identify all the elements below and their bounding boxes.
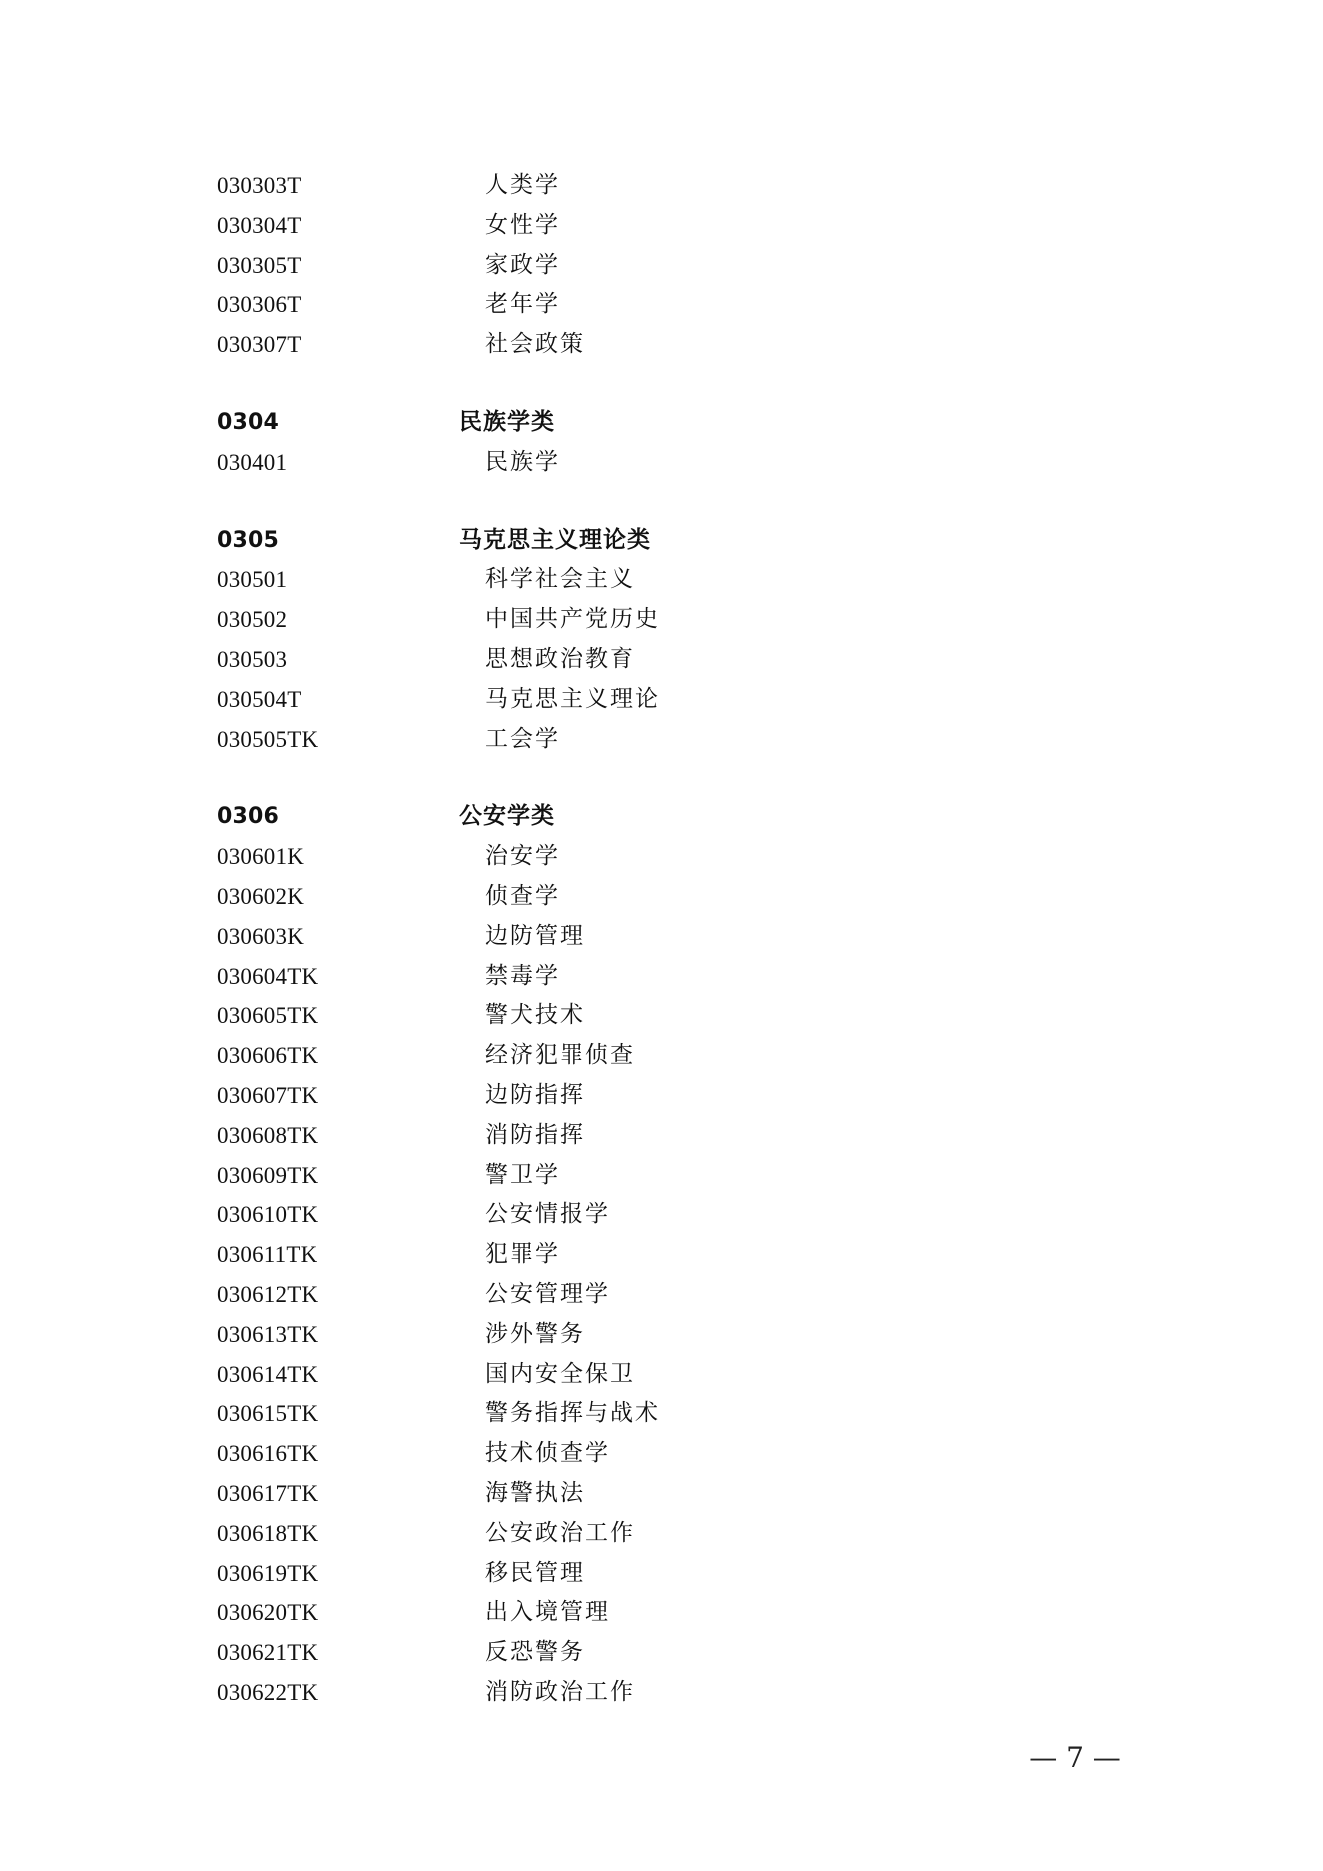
major-code: 030501 bbox=[217, 567, 288, 593]
major-name: 消防指挥 bbox=[485, 1121, 585, 1148]
major-code: 030617TK bbox=[217, 1480, 319, 1506]
catalog-section bbox=[0, 166, 1323, 365]
major-name: 侦查学 bbox=[485, 882, 560, 909]
major-name: 海警执法 bbox=[485, 1479, 585, 1506]
major-row bbox=[0, 1673, 1323, 1713]
major-code: 030614TK bbox=[217, 1361, 319, 1387]
catalog-section bbox=[0, 797, 1323, 1712]
major-row bbox=[0, 206, 1323, 246]
major-name: 中国共产党历史 bbox=[485, 606, 660, 633]
major-name: 公安管理学 bbox=[485, 1280, 610, 1307]
major-name: 边防指挥 bbox=[485, 1081, 585, 1108]
major-code: 030401 bbox=[217, 449, 288, 475]
major-name: 工会学 bbox=[485, 725, 560, 752]
category-code: 0304 bbox=[217, 409, 280, 435]
major-row bbox=[0, 957, 1323, 997]
major-code: 030608TK bbox=[217, 1122, 319, 1148]
major-row bbox=[0, 1315, 1323, 1355]
major-name: 科学社会主义 bbox=[485, 566, 635, 593]
major-row bbox=[0, 325, 1323, 365]
major-code: 030609TK bbox=[217, 1162, 319, 1188]
major-code: 030606TK bbox=[217, 1043, 319, 1069]
major-name: 思想政治教育 bbox=[485, 645, 635, 672]
major-code: 030305T bbox=[217, 252, 302, 278]
major-row bbox=[0, 443, 1323, 483]
major-name: 技术侦查学 bbox=[485, 1440, 610, 1467]
major-code: 030610TK bbox=[217, 1202, 319, 1228]
major-row bbox=[0, 600, 1323, 640]
major-code: 030504T bbox=[217, 686, 302, 712]
major-code: 030601K bbox=[217, 844, 305, 870]
major-row bbox=[0, 1355, 1323, 1395]
major-row bbox=[0, 246, 1323, 286]
major-name: 女性学 bbox=[485, 211, 560, 238]
major-row bbox=[0, 1076, 1323, 1116]
major-row bbox=[0, 1633, 1323, 1673]
major-code: 030602K bbox=[217, 883, 305, 909]
major-code: 030622TK bbox=[217, 1679, 319, 1705]
major-row bbox=[0, 917, 1323, 957]
major-row bbox=[0, 1116, 1323, 1156]
major-catalog-list bbox=[0, 166, 1323, 1713]
major-name: 公安政治工作 bbox=[485, 1519, 635, 1546]
category-header-row bbox=[0, 403, 1323, 443]
major-row bbox=[0, 1434, 1323, 1474]
major-code: 030505TK bbox=[217, 726, 319, 752]
major-code: 030613TK bbox=[217, 1321, 319, 1347]
major-row bbox=[0, 1156, 1323, 1196]
major-name: 民族学 bbox=[485, 448, 560, 475]
major-name: 警务指挥与战术 bbox=[485, 1400, 660, 1427]
major-row bbox=[0, 1195, 1323, 1235]
major-code: 030611TK bbox=[217, 1242, 318, 1268]
category-name: 公安学类 bbox=[459, 803, 555, 830]
major-name: 移民管理 bbox=[485, 1559, 585, 1586]
major-code: 030306T bbox=[217, 292, 302, 318]
major-code: 030621TK bbox=[217, 1640, 319, 1666]
major-row bbox=[0, 680, 1323, 720]
major-row bbox=[0, 1235, 1323, 1275]
major-code: 030307T bbox=[217, 332, 302, 358]
major-code: 030620TK bbox=[217, 1600, 319, 1626]
major-row bbox=[0, 1474, 1323, 1514]
major-name: 老年学 bbox=[485, 291, 560, 318]
major-code: 030603K bbox=[217, 923, 305, 949]
major-code: 030618TK bbox=[217, 1520, 319, 1546]
major-row bbox=[0, 720, 1323, 760]
major-row bbox=[0, 1514, 1323, 1554]
major-code: 030503 bbox=[217, 646, 288, 672]
major-code: 030303T bbox=[217, 173, 302, 198]
major-name: 马克思主义理论 bbox=[485, 685, 660, 712]
major-code: 030604TK bbox=[217, 963, 319, 989]
major-row bbox=[0, 640, 1323, 680]
major-name: 国内安全保卫 bbox=[485, 1360, 635, 1387]
major-row bbox=[0, 1593, 1323, 1633]
major-row bbox=[0, 1036, 1323, 1076]
major-code: 030615TK bbox=[217, 1401, 319, 1427]
major-name: 治安学 bbox=[485, 843, 560, 870]
major-name: 出入境管理 bbox=[485, 1599, 610, 1626]
major-row bbox=[0, 285, 1323, 325]
major-name: 边防管理 bbox=[485, 922, 585, 949]
major-code: 030619TK bbox=[217, 1560, 319, 1586]
major-name: 家政学 bbox=[485, 251, 560, 278]
major-code: 030605TK bbox=[217, 1003, 319, 1029]
category-code: 0305 bbox=[217, 527, 280, 553]
major-name: 经济犯罪侦查 bbox=[485, 1042, 635, 1069]
major-name: 涉外警务 bbox=[485, 1320, 585, 1347]
category-header-row bbox=[0, 797, 1323, 837]
major-row bbox=[0, 166, 1323, 206]
major-row bbox=[0, 877, 1323, 917]
major-row bbox=[0, 560, 1323, 600]
major-name: 禁毒学 bbox=[485, 962, 560, 989]
category-name: 马克思主义理论类 bbox=[459, 526, 651, 553]
category-code: 0306 bbox=[217, 804, 280, 830]
major-code: 030502 bbox=[217, 607, 288, 633]
major-row bbox=[0, 1275, 1323, 1315]
major-name: 反恐警务 bbox=[485, 1639, 585, 1666]
major-name: 犯罪学 bbox=[485, 1241, 560, 1268]
major-code: 030616TK bbox=[217, 1441, 319, 1467]
major-row bbox=[0, 996, 1323, 1036]
major-name: 警犬技术 bbox=[485, 1002, 585, 1029]
category-header-row bbox=[0, 521, 1323, 561]
major-name: 警卫学 bbox=[485, 1161, 560, 1188]
page-number: — 7 — bbox=[1029, 1741, 1121, 1774]
major-name: 人类学 bbox=[485, 172, 560, 198]
major-name: 消防政治工作 bbox=[485, 1678, 635, 1705]
major-row bbox=[0, 1554, 1323, 1594]
major-name: 社会政策 bbox=[485, 331, 585, 358]
catalog-section bbox=[0, 521, 1323, 760]
major-code: 030607TK bbox=[217, 1082, 319, 1108]
major-code: 030612TK bbox=[217, 1281, 319, 1307]
category-name: 民族学类 bbox=[459, 408, 555, 435]
major-row bbox=[0, 1394, 1323, 1434]
catalog-section bbox=[0, 403, 1323, 483]
major-code: 030304T bbox=[217, 212, 302, 238]
major-row bbox=[0, 837, 1323, 877]
major-name: 公安情报学 bbox=[485, 1201, 610, 1228]
